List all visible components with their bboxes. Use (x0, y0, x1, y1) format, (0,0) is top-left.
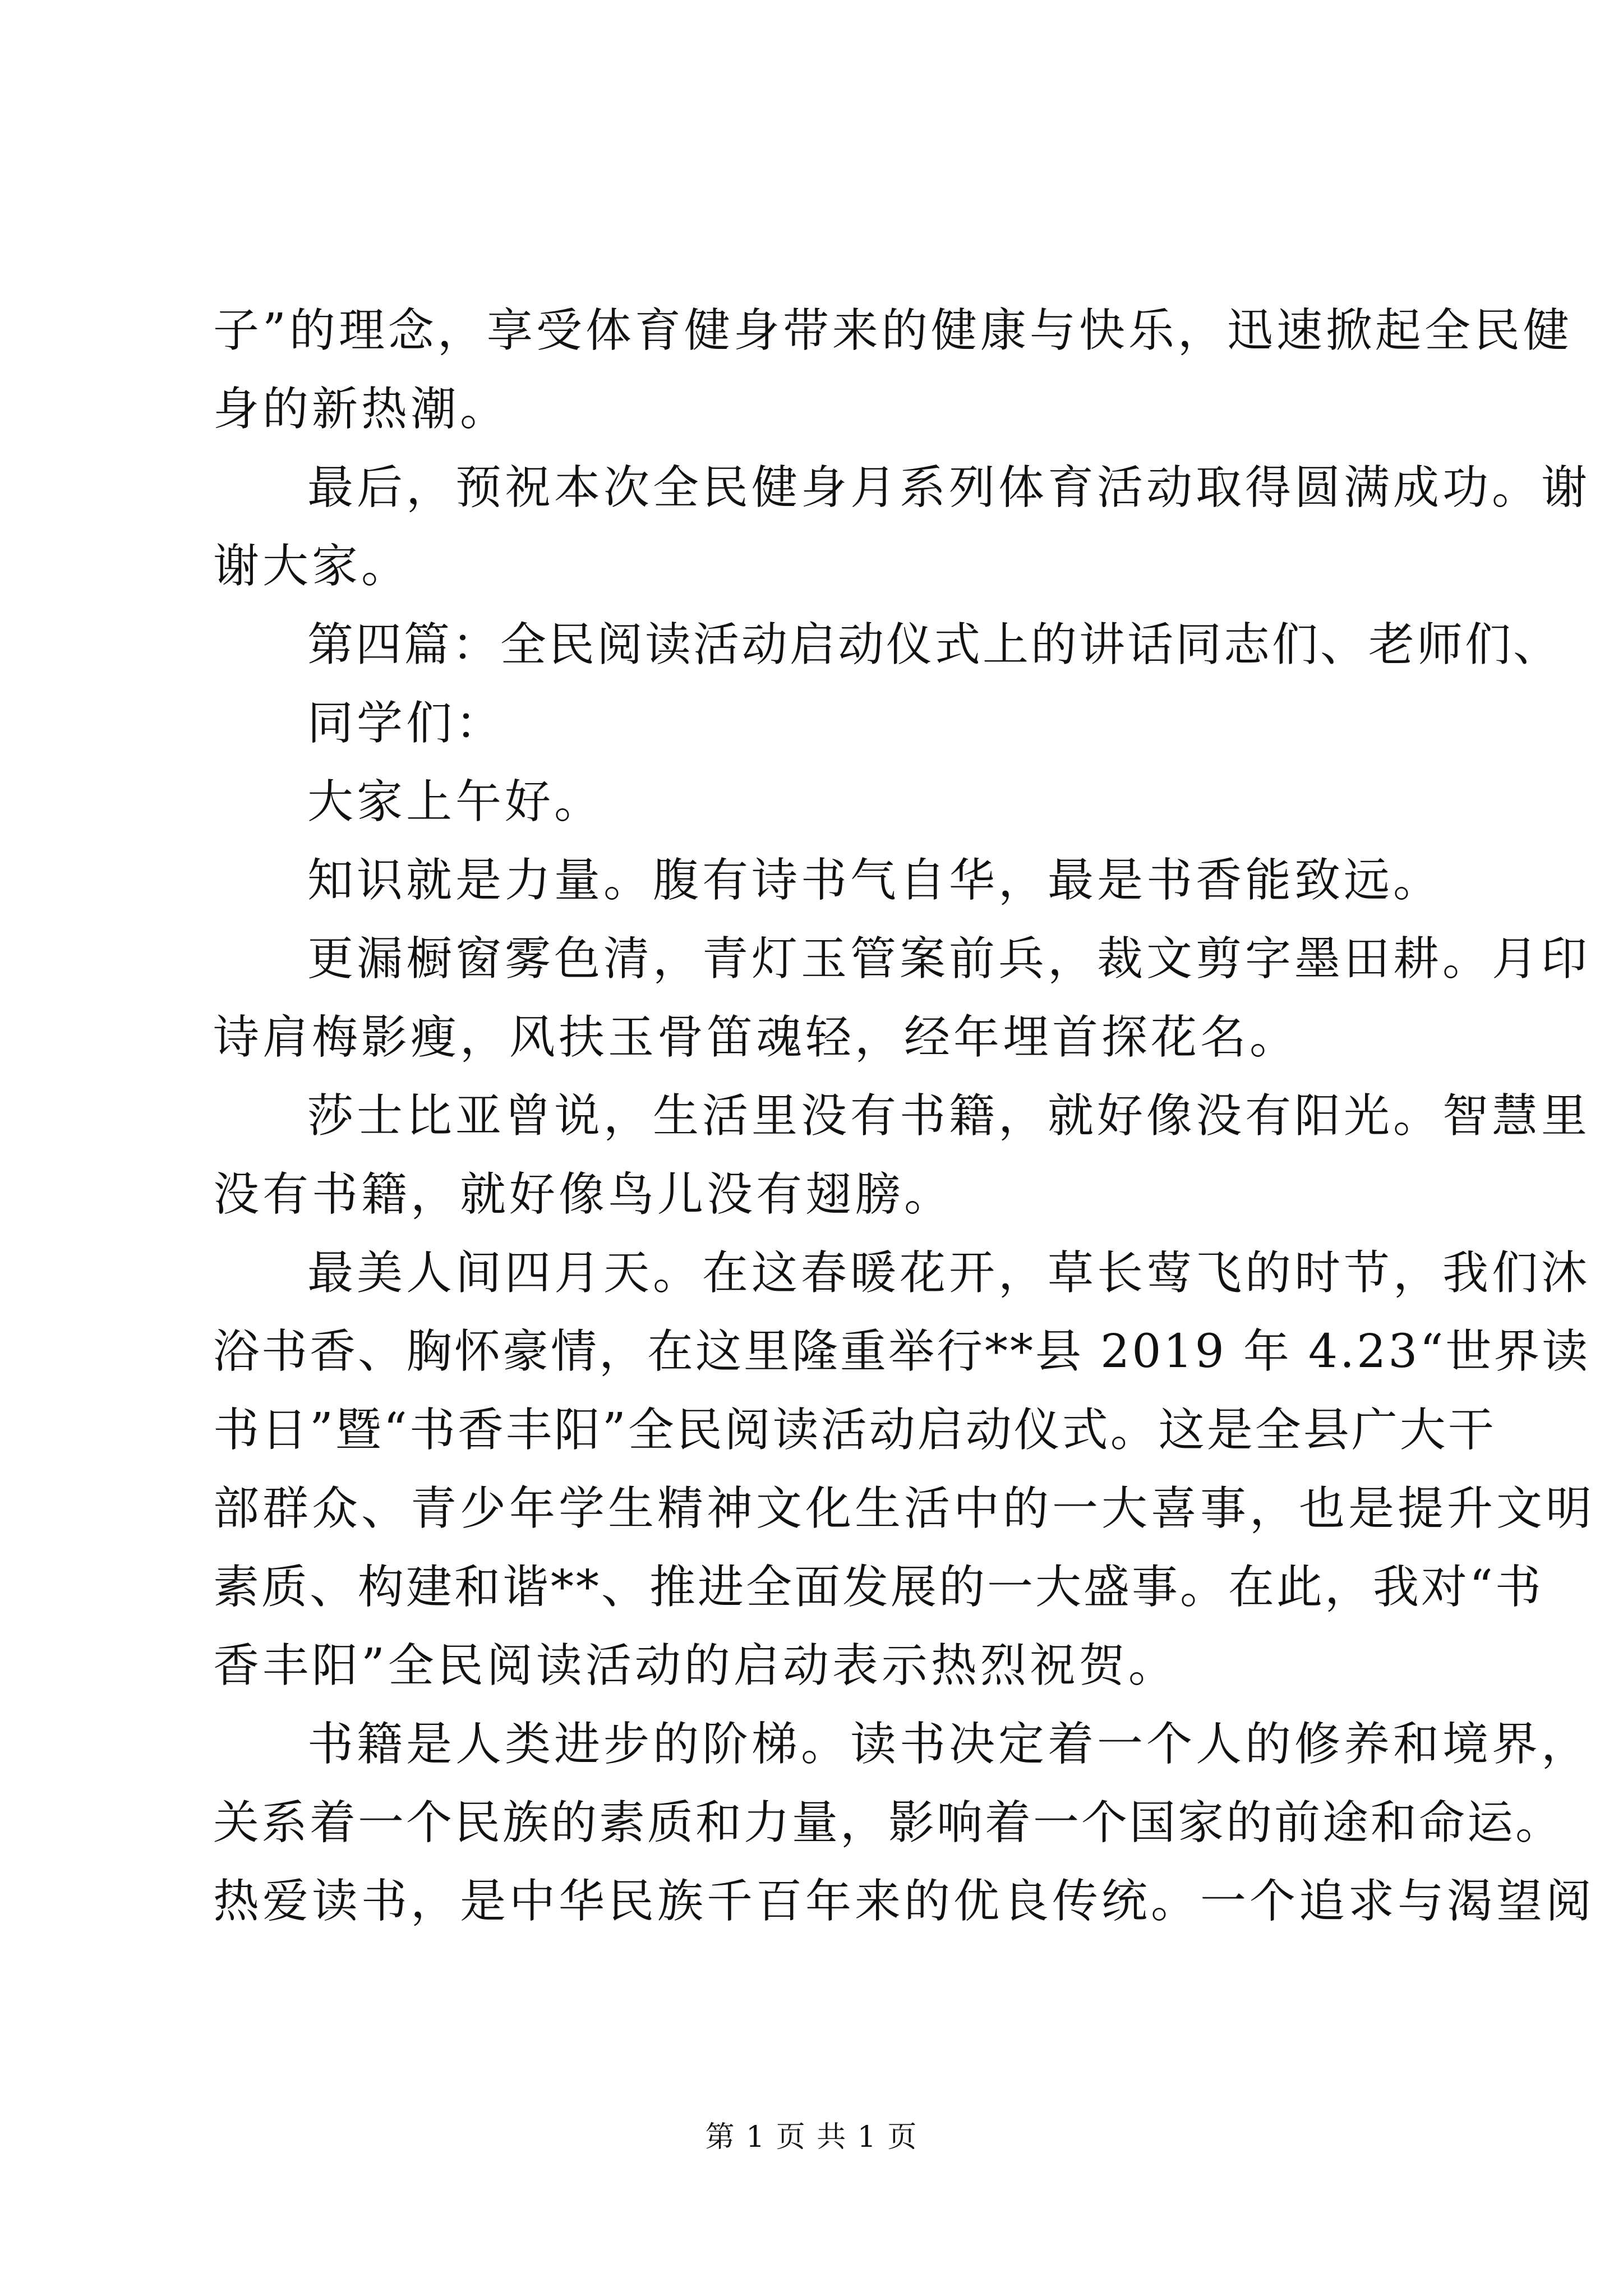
text-line-14: 浴书香、胸怀豪情，在这里隆重举行**县 2019 年 4.23“世界读 (213, 1325, 1590, 1378)
text-line-2: 身的新热潮。 (213, 383, 510, 436)
text-line-17: 素质、构建和谐**、推进全面发展的一大盛事。在此，我对“书 (213, 1561, 1543, 1614)
document-body (213, 292, 1596, 1941)
text-line-19: 书籍是人类进步的阶梯。读书决定着一个人的修养和境界， (307, 1718, 1591, 1771)
text-line-7: 大家上午好。 (307, 775, 604, 829)
text-line-20: 关系着一个民族的素质和力量，影响着一个国家的前途和命运。 (213, 1796, 1564, 1849)
text-line-12: 没有书籍，就好像鸟儿没有翅膀。 (213, 1168, 954, 1221)
text-line-1: 子”的理念，享受体育健身带来的健康与快乐，迅速掀起全民健 (213, 304, 1573, 357)
section-heading: 第四篇：全民阅读活动启动仪式上的讲话同志们、老师们、 (307, 618, 1562, 671)
page-footer: 第 1 页 共 1 页 (705, 2120, 918, 2154)
text-line-10: 诗肩梅影瘦，风扶玉骨笛魂轻，经年埋首探花名。 (213, 1011, 1299, 1064)
text-line-4: 谢大家。 (213, 540, 411, 593)
text-line-3: 最后，预祝本次全民健身月系列体育活动取得圆满成功。谢 (307, 461, 1591, 514)
text-line-6: 同学们： (307, 697, 505, 750)
text-line-16: 部群众、青少年学生精神文化生活中的一大喜事，也是提升文明 (213, 1482, 1596, 1535)
text-line-15: 书日”暨“书香丰阳”全民阅读活动启动仪式。这是全县广大干 (213, 1404, 1496, 1457)
text-line-21: 热爱读书，是中华民族千百年来的优良传统。一个追求与渴望阅 (213, 1875, 1596, 1928)
text-line-9: 更漏橱窗雾色清，青灯玉管案前兵，裁文剪字墨田耕。月印 (307, 932, 1591, 986)
text-line-18: 香丰阳”全民阅读活动的启动表示热烈祝贺。 (213, 1639, 1178, 1692)
text-line-11: 莎士比亚曾说，生活里没有书籍，就好像没有阳光。智慧里 (307, 1089, 1591, 1143)
text-line-8: 知识就是力量。腹有诗书气自华，最是书香能致远。 (307, 854, 1443, 907)
text-line-13: 最美人间四月天。在这春暖花开，草长莺飞的时节，我们沐 (307, 1246, 1591, 1300)
